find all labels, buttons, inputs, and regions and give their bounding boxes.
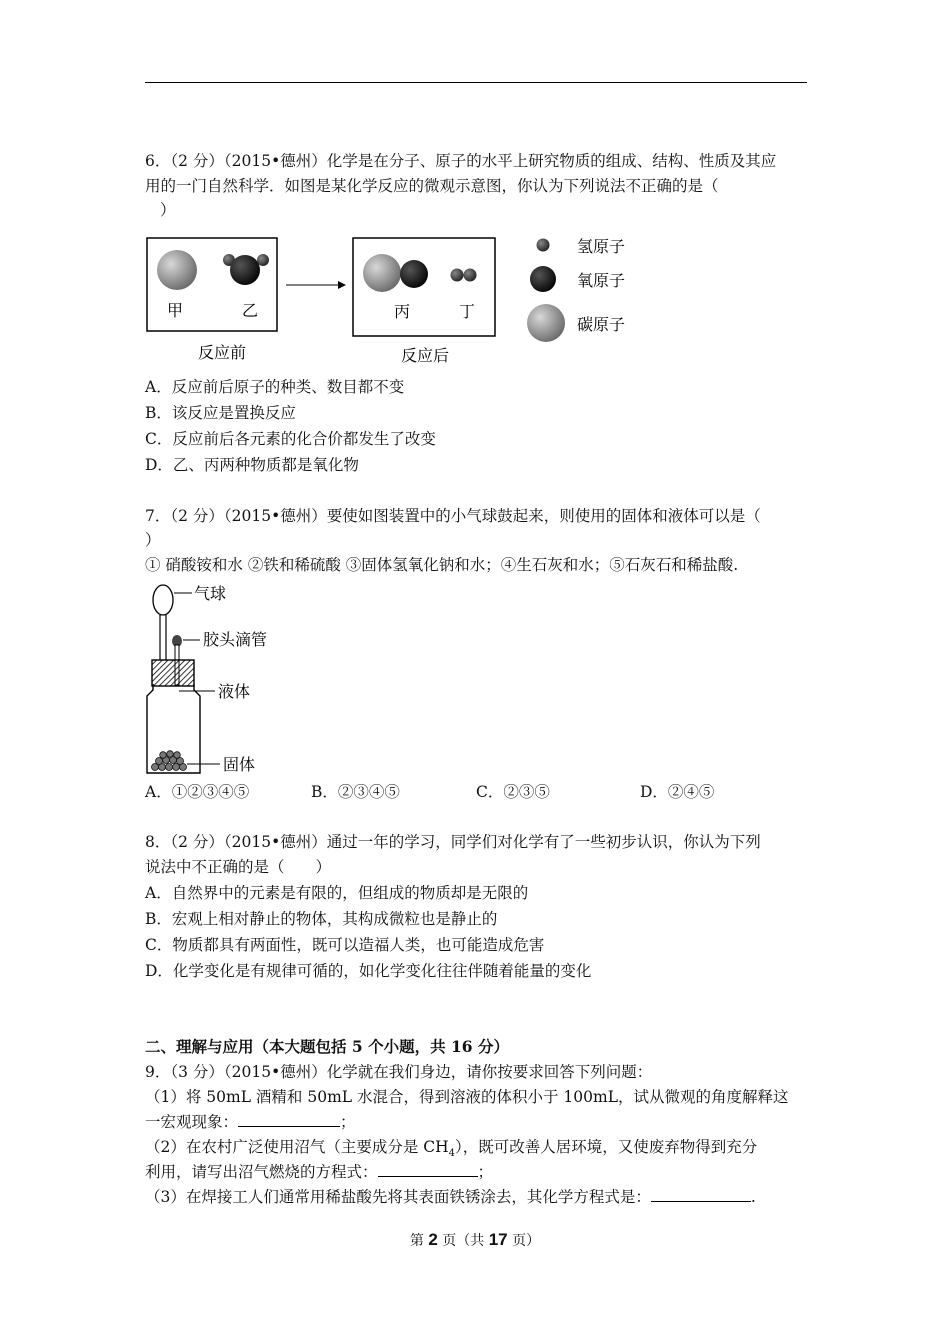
q9-part2-prompt: 利用，请写出沼气燃烧的方程式：	[145, 1163, 378, 1181]
q6-stem-line2: 用的一门自然科学．如图是某化学反应的微观示意图，你认为下列说法不正确的是（	[145, 177, 719, 195]
section2-heading: 二、理解与应用（本大题包括 5 个小题，共 16 分）	[145, 1037, 509, 1056]
ding-hydrogen-atom-left	[451, 269, 464, 282]
jia-carbon-atom	[157, 250, 197, 290]
label-jia: 甲	[166, 301, 184, 320]
solid-pellets	[152, 751, 187, 771]
ding-hydrogen-atom-right	[464, 269, 477, 282]
q9-part1-prompt: 一宏观现象：	[145, 1113, 239, 1131]
q6-option-d[interactable]: D．乙、丙两种物质都是氧化物	[145, 456, 359, 474]
q7-stem-line2: ）	[145, 531, 161, 549]
label-solid: 固体	[223, 755, 256, 774]
q6-stem-line3: ）	[160, 201, 176, 219]
q7-option-d[interactable]: D．②④⑤	[640, 783, 715, 801]
legend-carbon-label: 碳原子	[577, 315, 626, 334]
rubber-stopper	[152, 660, 194, 686]
q8-stem-line1: 8．（2 分）（2015•德州）通过一年的学习，同学们对化学有了一些初步认识，你认为下列	[145, 833, 761, 851]
q9-stem: 9．（3 分）（2015•德州）化学就在我们身边，请你按要求回答下列问题：	[145, 1063, 653, 1081]
q7-option-b[interactable]: B．②③④⑤	[311, 783, 400, 801]
footer-suffix: 页）	[512, 1233, 541, 1249]
page-footer	[0, 1230, 950, 1250]
q7-stem-line3: ① 硝酸铵和水 ②铁和稀硫酸 ③固体氢氧化钠和水；④生石灰和水；⑤石灰石和稀盐酸.	[145, 556, 739, 574]
q6-option-c[interactable]: C．反应前后各元素的化合价都发生了改变	[145, 430, 436, 448]
label-ding: 丁	[458, 302, 476, 321]
legend-carbon-atom-icon	[527, 304, 565, 342]
q9-part2-subscript: 4	[448, 1148, 456, 1160]
q6-stem-line1: 6．（2 分）（2015•德州）化学是在分子、原子的水平上研究物质的组成、结构、性质及其应	[145, 152, 777, 170]
q9-part3-answer-blank[interactable]	[651, 1187, 751, 1202]
balloon-shape	[153, 585, 173, 615]
q8-option-d[interactable]: D．化学变化是有规律可循的，如化学变化往往伴随着能量的变化	[145, 962, 592, 980]
q9-part1-end: ；	[340, 1113, 356, 1131]
label-yi: 乙	[241, 301, 259, 320]
q7-stem-line1: 7．（2 分）（2015•德州）要使如图装置中的小气球鼓起来，则使用的固体和液体可以是（	[145, 507, 761, 525]
q9-part2-line2	[145, 1162, 493, 1182]
q7-apparatus-diagram	[140, 580, 310, 780]
caption-after: 反应后	[400, 346, 450, 365]
legend-oxygen-label: 氧原子	[577, 271, 626, 290]
legend-oxygen-atom-icon	[530, 266, 556, 292]
q8-option-a[interactable]: A．自然界中的元素是有限的，但组成的物质却是无限的	[145, 884, 529, 902]
q9-part3-line	[145, 1187, 756, 1207]
q9-part2-text-a: （2）在农村广泛使用沼气（主要成分是 CH	[145, 1138, 449, 1156]
legend-hydrogen-label: 氢原子	[577, 237, 626, 256]
q9-part2-answer-blank[interactable]	[378, 1162, 478, 1177]
q9-part1-line2	[145, 1112, 356, 1132]
caption-before: 反应前	[197, 343, 247, 362]
q8-option-b[interactable]: B．宏观上相对静止的物体，其构成微粒也是静止的	[145, 910, 498, 928]
q9-part2-text-b: ），既可改善人居环境，又使废弃物得到充分	[455, 1138, 758, 1156]
bing-carbon-atom	[363, 254, 401, 292]
yi-oxygen-atom	[230, 255, 260, 285]
q8-stem-line2: 说法中不正确的是（ ）	[145, 858, 332, 876]
q8-option-c[interactable]: C．物质都具有两面性，既可以造福人类，也可能造成危害	[145, 936, 545, 954]
q7-option-c[interactable]: C．②③⑤	[476, 783, 550, 801]
footer-page-number: 2	[428, 1230, 438, 1249]
q6-reaction-diagram	[140, 230, 660, 370]
footer-middle: 页（共	[442, 1233, 485, 1249]
q9-part3-end: .	[750, 1188, 756, 1206]
q6-option-a[interactable]: A．反应前后原子的种类、数目都不变	[145, 378, 405, 396]
q9-part2-line1	[145, 1137, 757, 1164]
header-rule	[145, 82, 807, 83]
label-bing: 丙	[393, 302, 411, 321]
q9-part1-answer-blank[interactable]	[238, 1112, 340, 1127]
q9-part2-end: ；	[477, 1163, 494, 1181]
footer-prefix: 第	[409, 1233, 424, 1249]
legend-hydrogen-atom-icon	[537, 239, 550, 252]
q9-part1-line1: （1）将 50mL 酒精和 50mL 水混合，得到溶液的体积小于 100mL，试从微观的角度解释这	[145, 1088, 789, 1106]
label-liquid: 液体	[218, 682, 251, 701]
q7-option-a[interactable]: A．①②③④⑤	[145, 783, 250, 801]
q6-option-b[interactable]: B．该反应是置换反应	[145, 404, 296, 422]
q9-part3-prompt: （3）在焊接工人们通常用稀盐酸先将其表面铁锈涂去，其化学方程式是：	[145, 1188, 651, 1206]
label-dropper: 胶头滴管	[203, 630, 268, 649]
bing-oxygen-atom	[400, 260, 428, 288]
footer-total-pages: 17	[488, 1230, 508, 1249]
label-balloon: 气球	[194, 584, 227, 603]
